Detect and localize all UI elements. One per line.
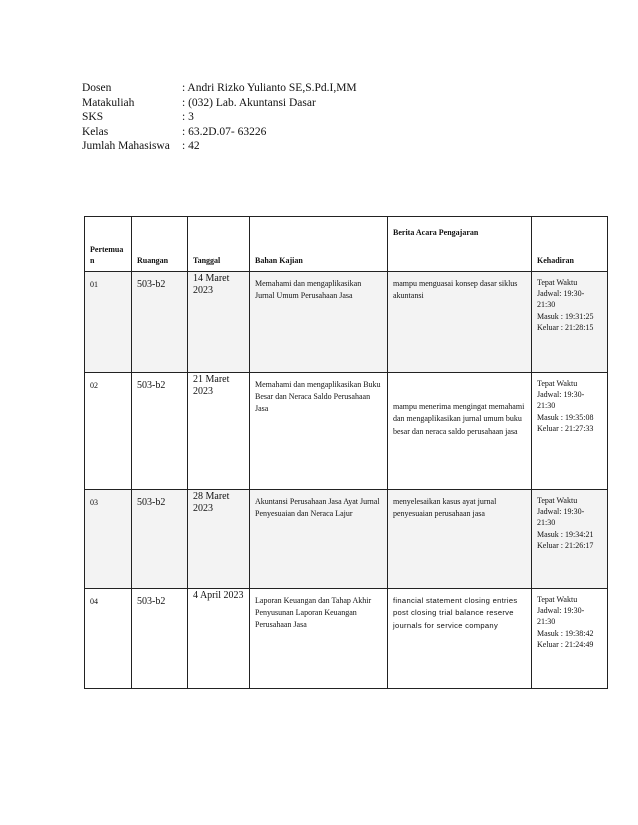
kehadiran-keluar: Keluar : 21:27:33 xyxy=(537,423,594,433)
course-info xyxy=(82,81,357,154)
row-tanggal: 14 Maret 2023 xyxy=(188,272,250,373)
row-number: 02 xyxy=(85,373,132,490)
row-kehadiran xyxy=(532,490,608,589)
kehadiran-jadwal: Jadwal: 19:30-21:30 xyxy=(537,507,585,528)
row-ruangan: 503-b2 xyxy=(132,272,188,373)
dosen-row xyxy=(82,81,357,96)
table-row xyxy=(85,373,608,490)
kehadiran-keluar: Keluar : 21:28:15 xyxy=(537,322,594,332)
kehadiran-status: Tepat Waktu xyxy=(537,595,578,604)
kehadiran-masuk: Masuk : 19:38:42 xyxy=(537,628,594,638)
row-tanggal: 21 Maret 2023 xyxy=(188,373,250,490)
jumlah-label: Jumlah Mahasiswa xyxy=(82,140,170,153)
kehadiran-keluar: Keluar : 21:26:17 xyxy=(537,540,594,550)
table-row xyxy=(85,272,608,373)
row-bahan: Memahami dan mengaplikasikan Buku Besar dan Neraca Saldo Perusahaan Jasa xyxy=(250,373,388,490)
header-tanggal: Tanggal xyxy=(188,217,250,272)
table-header-row xyxy=(85,217,608,272)
sks-label: SKS xyxy=(82,111,104,124)
dosen-label: Dosen xyxy=(82,82,112,94)
kehadiran-jadwal: Jadwal: 19:30-21:30 xyxy=(537,289,585,310)
header-bahan: Bahan Kajian xyxy=(250,217,388,272)
row-tanggal: 4 April 2023 xyxy=(188,589,250,689)
row-berita: mampu menguasai konsep dasar siklus akuntansi xyxy=(388,272,532,373)
matakuliah-value: : (032) Lab. Akuntansi Dasar xyxy=(182,96,316,109)
row-bahan: Akuntansi Perusahaan Jasa Ayat Jurnal Penyesuaian dan Neraca Lajur xyxy=(250,490,388,589)
kehadiran-masuk: Masuk : 19:31:25 xyxy=(537,311,594,321)
schedule-table xyxy=(84,216,608,689)
kelas-value: : 63.2D.07- 63226 xyxy=(182,125,267,138)
jumlah-value: : 42 xyxy=(182,140,200,153)
sks-row xyxy=(82,110,357,125)
kehadiran-masuk: Masuk : 19:35:08 xyxy=(537,412,594,422)
kehadiran-status: Tepat Waktu xyxy=(537,379,578,388)
matakuliah-label: Matakuliah xyxy=(82,96,135,109)
row-bahan: Memahami dan mengaplikasikan Jurnal Umum Perusahaan Jasa xyxy=(250,272,388,373)
row-number: 01 xyxy=(85,272,132,373)
kelas-row xyxy=(82,125,357,140)
table-row xyxy=(85,589,608,689)
row-kehadiran xyxy=(532,272,608,373)
kehadiran-status: Tepat Waktu xyxy=(537,496,578,505)
row-bahan: Laporan Keuangan dan Tahap Akhir Penyusunan Laporan Keuangan Perusahaan Jasa xyxy=(250,589,388,689)
row-number: 03 xyxy=(85,490,132,589)
row-tanggal: 28 Maret 2023 xyxy=(188,490,250,589)
kehadiran-jadwal: Jadwal: 19:30-21:30 xyxy=(537,390,585,411)
jumlah-row xyxy=(82,139,357,154)
row-berita: mampu menerima mengingat memahami dan mengaplikasikan jurnal umum buku besar dan neraca saldo perusahaan jasa xyxy=(388,373,532,490)
sks-value: : 3 xyxy=(182,111,194,124)
table-row xyxy=(85,490,608,589)
kelas-label: Kelas xyxy=(82,125,109,138)
dosen-value: : Andri Rizko Yulianto SE,S.Pd.I,MM xyxy=(182,82,357,94)
header-berita: Berita Acara Pengajaran xyxy=(388,217,532,272)
row-kehadiran xyxy=(532,589,608,689)
row-ruangan: 503-b2 xyxy=(132,373,188,490)
kehadiran-masuk: Masuk : 19:34:21 xyxy=(537,529,594,539)
kehadiran-keluar: Keluar : 21:24:49 xyxy=(537,639,594,649)
row-kehadiran xyxy=(532,373,608,490)
header-kehadiran: Kehadiran xyxy=(532,217,608,272)
header-pertemuan: Pertemuan xyxy=(85,217,132,272)
kehadiran-jadwal: Jadwal: 19:30-21:30 xyxy=(537,606,585,627)
matakuliah-row xyxy=(82,96,357,111)
row-berita: financial statement closing entries post closing trial balance reserve journals for service company xyxy=(388,589,532,689)
row-berita: menyelesaikan kasus ayat jurnal penyesuaian perusahaan jasa xyxy=(388,490,532,589)
kehadiran-status: Tepat Waktu xyxy=(537,278,578,287)
row-ruangan: 503-b2 xyxy=(132,589,188,689)
row-number: 04 xyxy=(85,589,132,689)
header-ruangan: Ruangan xyxy=(132,217,188,272)
row-ruangan: 503-b2 xyxy=(132,490,188,589)
